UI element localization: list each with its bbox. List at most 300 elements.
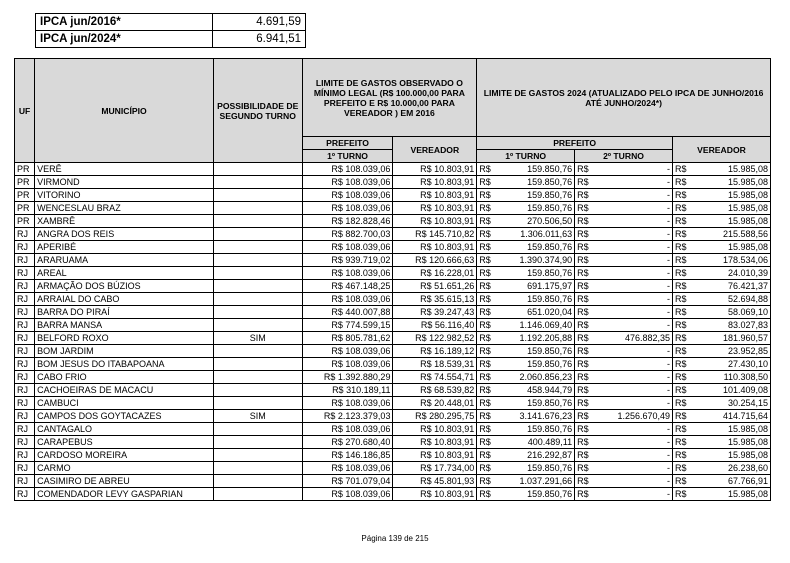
cell-segundo-turno bbox=[213, 397, 302, 410]
table-row bbox=[15, 293, 771, 306]
cell-municipio: VERÊ bbox=[35, 163, 214, 176]
cell-vereador-2016: R$ 10.803,91 bbox=[393, 202, 477, 215]
currency-symbol: R$ bbox=[675, 268, 687, 278]
value: 159.850,76 bbox=[527, 268, 573, 278]
cell-segundo-turno bbox=[213, 345, 302, 358]
cell-prefeito-turno2-2024 bbox=[575, 215, 673, 228]
ipca-row bbox=[36, 14, 306, 31]
cell-vereador-2016: R$ 56.116,40 bbox=[393, 319, 477, 332]
value: 15.985,08 bbox=[727, 437, 768, 447]
table-row bbox=[15, 384, 771, 397]
currency-symbol: R$ bbox=[577, 424, 589, 434]
value: 1.146.069,40 bbox=[519, 320, 573, 330]
cell-prefeito-2016: R$ 108.039,06 bbox=[302, 423, 393, 436]
cell-vereador-2016: R$ 10.803,91 bbox=[393, 241, 477, 254]
cell-uf: RJ bbox=[15, 293, 35, 306]
cell-prefeito-turno1-2024 bbox=[477, 176, 575, 189]
cell-municipio: CANTAGALO bbox=[35, 423, 214, 436]
value: - bbox=[667, 489, 670, 499]
cell-vereador-2016: R$ 68.539,82 bbox=[393, 384, 477, 397]
cell-vereador-2024 bbox=[673, 475, 771, 488]
cell-prefeito-2016: R$ 774.599,15 bbox=[302, 319, 393, 332]
value: 3.141.676,23 bbox=[519, 411, 573, 421]
cell-uf: RJ bbox=[15, 358, 35, 371]
value: 159.850,76 bbox=[527, 346, 573, 356]
value: - bbox=[667, 268, 670, 278]
currency-symbol: R$ bbox=[675, 333, 687, 343]
value: 76.421,37 bbox=[727, 281, 768, 291]
cell-prefeito-turno2-2024 bbox=[575, 397, 673, 410]
currency-symbol: R$ bbox=[577, 476, 589, 486]
value: 15.985,08 bbox=[727, 164, 768, 174]
cell-vereador-2016: R$ 35.615,13 bbox=[393, 293, 477, 306]
value: 30.254,15 bbox=[727, 398, 768, 408]
currency-symbol: R$ bbox=[577, 229, 589, 239]
currency-symbol: R$ bbox=[479, 268, 491, 278]
cell-segundo-turno bbox=[213, 280, 302, 293]
cell-prefeito-turno2-2024 bbox=[575, 423, 673, 436]
ipca-row bbox=[36, 31, 306, 48]
value: 52.694,88 bbox=[727, 294, 768, 304]
value: 1.192.205,88 bbox=[519, 333, 573, 343]
header-limite-2024: LIMITE DE GASTOS 2024 (ATUALIZADO PELO IPCA DE JUNHO/2016 ATÉ JUNHO/2024*) bbox=[477, 59, 771, 137]
cell-prefeito-turno2-2024 bbox=[575, 371, 673, 384]
value: - bbox=[667, 242, 670, 252]
cell-vereador-2024 bbox=[673, 228, 771, 241]
currency-symbol: R$ bbox=[675, 177, 687, 187]
header-vereador-2024: VEREADOR bbox=[673, 137, 771, 163]
currency-symbol: R$ bbox=[675, 437, 687, 447]
value: 270.506,50 bbox=[527, 216, 573, 226]
value: - bbox=[667, 359, 670, 369]
cell-uf: RJ bbox=[15, 254, 35, 267]
cell-prefeito-turno2-2024 bbox=[575, 280, 673, 293]
cell-prefeito-turno2-2024 bbox=[575, 241, 673, 254]
currency-symbol: R$ bbox=[675, 359, 687, 369]
header-uf: UF bbox=[15, 59, 35, 163]
spending-limits-table bbox=[14, 58, 771, 501]
cell-prefeito-2016: R$ 108.039,06 bbox=[302, 189, 393, 202]
cell-vereador-2024 bbox=[673, 488, 771, 501]
cell-prefeito-turno1-2024 bbox=[477, 332, 575, 345]
cell-uf: PR bbox=[15, 202, 35, 215]
value: 1.037.291,66 bbox=[519, 476, 573, 486]
value: 15.985,08 bbox=[727, 203, 768, 213]
table-row bbox=[15, 449, 771, 462]
cell-uf: RJ bbox=[15, 267, 35, 280]
value: 15.985,08 bbox=[727, 424, 768, 434]
cell-segundo-turno bbox=[213, 163, 302, 176]
currency-symbol: R$ bbox=[577, 489, 589, 499]
cell-prefeito-2016: R$ 701.079,04 bbox=[302, 475, 393, 488]
header-prefeito-2016: PREFEITO bbox=[302, 137, 393, 150]
cell-prefeito-turno2-2024 bbox=[575, 293, 673, 306]
cell-uf: RJ bbox=[15, 371, 35, 384]
value: - bbox=[667, 190, 670, 200]
header-limite-2016: LIMITE DE GASTOS OBSERVADO O MÍNIMO LEGAL (R$ 100.000,00 PARA PREFEITO E R$ 10.000,00 PARA VEREADOR ) EM 2016 bbox=[302, 59, 477, 137]
cell-segundo-turno bbox=[213, 241, 302, 254]
currency-symbol: R$ bbox=[577, 411, 589, 421]
cell-prefeito-2016: R$ 939.719,02 bbox=[302, 254, 393, 267]
cell-municipio: AREAL bbox=[35, 267, 214, 280]
value: - bbox=[667, 463, 670, 473]
cell-prefeito-2016: R$ 108.039,06 bbox=[302, 488, 393, 501]
currency-symbol: R$ bbox=[479, 463, 491, 473]
currency-symbol: R$ bbox=[479, 177, 491, 187]
currency-symbol: R$ bbox=[577, 268, 589, 278]
cell-segundo-turno bbox=[213, 462, 302, 475]
cell-vereador-2024 bbox=[673, 254, 771, 267]
cell-segundo-turno bbox=[213, 306, 302, 319]
currency-symbol: R$ bbox=[479, 359, 491, 369]
currency-symbol: R$ bbox=[479, 216, 491, 226]
cell-vereador-2024 bbox=[673, 241, 771, 254]
currency-symbol: R$ bbox=[479, 424, 491, 434]
header-turno1-2016: 1º TURNO bbox=[302, 150, 393, 163]
cell-segundo-turno bbox=[213, 267, 302, 280]
cell-municipio: CASIMIRO DE ABREU bbox=[35, 475, 214, 488]
value: 15.985,08 bbox=[727, 450, 768, 460]
cell-uf: RJ bbox=[15, 475, 35, 488]
value: - bbox=[667, 203, 670, 213]
cell-vereador-2016: R$ 16.228,01 bbox=[393, 267, 477, 280]
cell-vereador-2024 bbox=[673, 371, 771, 384]
cell-uf: RJ bbox=[15, 436, 35, 449]
value: 159.850,76 bbox=[527, 463, 573, 473]
value: 691.175,97 bbox=[527, 281, 573, 291]
cell-uf: RJ bbox=[15, 397, 35, 410]
value: 24.010,39 bbox=[727, 268, 768, 278]
value: - bbox=[667, 346, 670, 356]
currency-symbol: R$ bbox=[577, 346, 589, 356]
value: 1.390.374,90 bbox=[519, 255, 573, 265]
cell-prefeito-turno1-2024 bbox=[477, 267, 575, 280]
cell-prefeito-2016: R$ 882.700,03 bbox=[302, 228, 393, 241]
currency-symbol: R$ bbox=[577, 255, 589, 265]
cell-vereador-2024 bbox=[673, 423, 771, 436]
cell-municipio: BARRA DO PIRAÍ bbox=[35, 306, 214, 319]
cell-prefeito-turno1-2024 bbox=[477, 280, 575, 293]
currency-symbol: R$ bbox=[479, 346, 491, 356]
value: 15.985,08 bbox=[727, 489, 768, 499]
cell-vereador-2016: R$ 10.803,91 bbox=[393, 163, 477, 176]
cell-prefeito-turno1-2024 bbox=[477, 189, 575, 202]
currency-symbol: R$ bbox=[675, 411, 687, 421]
currency-symbol: R$ bbox=[479, 450, 491, 460]
cell-uf: RJ bbox=[15, 423, 35, 436]
cell-prefeito-turno2-2024 bbox=[575, 267, 673, 280]
cell-uf: RJ bbox=[15, 384, 35, 397]
currency-symbol: R$ bbox=[479, 281, 491, 291]
value: - bbox=[667, 164, 670, 174]
value: 83.027,83 bbox=[727, 320, 768, 330]
cell-prefeito-2016: R$ 108.039,06 bbox=[302, 462, 393, 475]
table-row bbox=[15, 423, 771, 436]
cell-segundo-turno bbox=[213, 202, 302, 215]
value: - bbox=[667, 255, 670, 265]
cell-vereador-2024 bbox=[673, 215, 771, 228]
cell-uf: RJ bbox=[15, 345, 35, 358]
currency-symbol: R$ bbox=[577, 203, 589, 213]
cell-prefeito-2016: R$ 108.039,06 bbox=[302, 202, 393, 215]
cell-municipio: WENCESLAU BRAZ bbox=[35, 202, 214, 215]
cell-prefeito-2016: R$ 310.189,11 bbox=[302, 384, 393, 397]
cell-vereador-2024 bbox=[673, 267, 771, 280]
cell-prefeito-2016: R$ 182.828,46 bbox=[302, 215, 393, 228]
cell-vereador-2024 bbox=[673, 280, 771, 293]
header-turno1-2024: 1º TURNO bbox=[477, 150, 575, 163]
cell-segundo-turno: SIM bbox=[213, 410, 302, 423]
cell-municipio: CAMPOS DOS GOYTACAZES bbox=[35, 410, 214, 423]
cell-vereador-2024 bbox=[673, 384, 771, 397]
cell-prefeito-turno1-2024 bbox=[477, 488, 575, 501]
cell-prefeito-turno2-2024 bbox=[575, 384, 673, 397]
table-row bbox=[15, 332, 771, 345]
cell-prefeito-turno2-2024 bbox=[575, 202, 673, 215]
cell-prefeito-2016: R$ 146.186,85 bbox=[302, 449, 393, 462]
cell-prefeito-turno1-2024 bbox=[477, 475, 575, 488]
value: - bbox=[667, 476, 670, 486]
cell-vereador-2024 bbox=[673, 189, 771, 202]
currency-symbol: R$ bbox=[675, 281, 687, 291]
value: 1.256.670,49 bbox=[617, 411, 670, 421]
currency-symbol: R$ bbox=[479, 437, 491, 447]
cell-municipio: CARDOSO MOREIRA bbox=[35, 449, 214, 462]
value: 159.850,76 bbox=[527, 359, 573, 369]
currency-symbol: R$ bbox=[577, 190, 589, 200]
cell-prefeito-turno1-2024 bbox=[477, 358, 575, 371]
cell-municipio: CABO FRIO bbox=[35, 371, 214, 384]
cell-prefeito-turno2-2024 bbox=[575, 449, 673, 462]
value: 159.850,76 bbox=[527, 203, 573, 213]
table-row bbox=[15, 202, 771, 215]
cell-vereador-2016: R$ 10.803,91 bbox=[393, 436, 477, 449]
cell-uf: RJ bbox=[15, 332, 35, 345]
value: 159.850,76 bbox=[527, 164, 573, 174]
cell-vereador-2024 bbox=[673, 202, 771, 215]
value: - bbox=[667, 320, 670, 330]
cell-municipio: ARRAIAL DO CABO bbox=[35, 293, 214, 306]
cell-municipio: ARMAÇÃO DOS BÚZIOS bbox=[35, 280, 214, 293]
cell-vereador-2016: R$ 17.734,00 bbox=[393, 462, 477, 475]
cell-uf: RJ bbox=[15, 449, 35, 462]
value: 15.985,08 bbox=[727, 190, 768, 200]
cell-uf: RJ bbox=[15, 410, 35, 423]
currency-symbol: R$ bbox=[577, 463, 589, 473]
cell-prefeito-turno1-2024 bbox=[477, 410, 575, 423]
ipca-label: IPCA jun/2016* bbox=[36, 14, 213, 31]
value: 159.850,76 bbox=[527, 489, 573, 499]
cell-prefeito-turno2-2024 bbox=[575, 176, 673, 189]
currency-symbol: R$ bbox=[479, 164, 491, 174]
page-footer: Página 139 de 215 bbox=[361, 534, 429, 543]
currency-symbol: R$ bbox=[675, 294, 687, 304]
cell-vereador-2016: R$ 10.803,91 bbox=[393, 189, 477, 202]
cell-uf: RJ bbox=[15, 228, 35, 241]
currency-symbol: R$ bbox=[675, 190, 687, 200]
cell-segundo-turno bbox=[213, 189, 302, 202]
cell-prefeito-2016: R$ 270.680,40 bbox=[302, 436, 393, 449]
cell-municipio: VITORINO bbox=[35, 189, 214, 202]
ipca-label: IPCA jun/2024* bbox=[36, 31, 213, 48]
table-row bbox=[15, 475, 771, 488]
currency-symbol: R$ bbox=[577, 164, 589, 174]
currency-symbol: R$ bbox=[675, 203, 687, 213]
cell-prefeito-turno2-2024 bbox=[575, 306, 673, 319]
currency-symbol: R$ bbox=[675, 164, 687, 174]
value: 159.850,76 bbox=[527, 294, 573, 304]
cell-vereador-2016: R$ 51.651,26 bbox=[393, 280, 477, 293]
value: 101.409,08 bbox=[722, 385, 768, 395]
cell-prefeito-turno1-2024 bbox=[477, 449, 575, 462]
cell-prefeito-turno2-2024 bbox=[575, 462, 673, 475]
cell-vereador-2016: R$ 10.803,91 bbox=[393, 215, 477, 228]
value: 58.069,10 bbox=[727, 307, 768, 317]
value: 414.715,64 bbox=[722, 411, 768, 421]
cell-prefeito-2016: R$ 108.039,06 bbox=[302, 293, 393, 306]
cell-vereador-2016: R$ 122.982,52 bbox=[393, 332, 477, 345]
table-row bbox=[15, 176, 771, 189]
currency-symbol: R$ bbox=[675, 320, 687, 330]
currency-symbol: R$ bbox=[479, 372, 491, 382]
currency-symbol: R$ bbox=[479, 385, 491, 395]
cell-vereador-2016: R$ 18.539,31 bbox=[393, 358, 477, 371]
cell-prefeito-turno1-2024 bbox=[477, 436, 575, 449]
cell-vereador-2024 bbox=[673, 163, 771, 176]
currency-symbol: R$ bbox=[479, 476, 491, 486]
cell-segundo-turno bbox=[213, 228, 302, 241]
cell-prefeito-2016: R$ 108.039,06 bbox=[302, 241, 393, 254]
value: 476.882,35 bbox=[624, 333, 670, 343]
cell-segundo-turno bbox=[213, 488, 302, 501]
currency-symbol: R$ bbox=[577, 242, 589, 252]
header-vereador-2016: VEREADOR bbox=[393, 137, 477, 163]
value: 400.489,11 bbox=[527, 437, 573, 447]
value: - bbox=[667, 307, 670, 317]
cell-uf: PR bbox=[15, 163, 35, 176]
value: - bbox=[667, 398, 670, 408]
cell-municipio: COMENDADOR LEVY GASPARIAN bbox=[35, 488, 214, 501]
value: 159.850,76 bbox=[527, 242, 573, 252]
table-row bbox=[15, 228, 771, 241]
currency-symbol: R$ bbox=[675, 450, 687, 460]
currency-symbol: R$ bbox=[577, 437, 589, 447]
value: 15.985,08 bbox=[727, 242, 768, 252]
cell-prefeito-turno1-2024 bbox=[477, 345, 575, 358]
cell-municipio: ARARUAMA bbox=[35, 254, 214, 267]
currency-symbol: R$ bbox=[675, 255, 687, 265]
cell-segundo-turno bbox=[213, 358, 302, 371]
cell-vereador-2024 bbox=[673, 397, 771, 410]
cell-segundo-turno bbox=[213, 475, 302, 488]
cell-segundo-turno bbox=[213, 293, 302, 306]
value: 215.588,56 bbox=[722, 229, 768, 239]
cell-prefeito-turno2-2024 bbox=[575, 189, 673, 202]
cell-uf: PR bbox=[15, 176, 35, 189]
currency-symbol: R$ bbox=[675, 424, 687, 434]
cell-uf: RJ bbox=[15, 319, 35, 332]
currency-symbol: R$ bbox=[675, 463, 687, 473]
cell-prefeito-turno1-2024 bbox=[477, 241, 575, 254]
value: 181.960,57 bbox=[722, 333, 768, 343]
cell-segundo-turno bbox=[213, 215, 302, 228]
value: - bbox=[667, 294, 670, 304]
currency-symbol: R$ bbox=[577, 359, 589, 369]
cell-vereador-2024 bbox=[673, 306, 771, 319]
currency-symbol: R$ bbox=[675, 346, 687, 356]
cell-vereador-2024 bbox=[673, 436, 771, 449]
currency-symbol: R$ bbox=[479, 255, 491, 265]
value: 15.985,08 bbox=[727, 177, 768, 187]
cell-vereador-2024 bbox=[673, 332, 771, 345]
cell-prefeito-turno2-2024 bbox=[575, 436, 673, 449]
table-row bbox=[15, 345, 771, 358]
cell-prefeito-2016: R$ 108.039,06 bbox=[302, 397, 393, 410]
cell-prefeito-turno2-2024 bbox=[575, 475, 673, 488]
cell-municipio: BARRA MANSA bbox=[35, 319, 214, 332]
cell-prefeito-2016: R$ 2.123.379,03 bbox=[302, 410, 393, 423]
header-municipio: MUNICÍPIO bbox=[35, 59, 214, 163]
currency-symbol: R$ bbox=[577, 216, 589, 226]
cell-prefeito-turno1-2024 bbox=[477, 228, 575, 241]
currency-symbol: R$ bbox=[577, 372, 589, 382]
currency-symbol: R$ bbox=[675, 307, 687, 317]
cell-uf: RJ bbox=[15, 241, 35, 254]
cell-municipio: APERIBÉ bbox=[35, 241, 214, 254]
cell-vereador-2024 bbox=[673, 410, 771, 423]
table-row bbox=[15, 189, 771, 202]
currency-symbol: R$ bbox=[675, 489, 687, 499]
cell-uf: RJ bbox=[15, 280, 35, 293]
value: - bbox=[667, 372, 670, 382]
value: 159.850,76 bbox=[527, 398, 573, 408]
value: - bbox=[667, 424, 670, 434]
cell-prefeito-turno2-2024 bbox=[575, 163, 673, 176]
cell-vereador-2024 bbox=[673, 319, 771, 332]
currency-symbol: R$ bbox=[577, 385, 589, 395]
currency-symbol: R$ bbox=[577, 281, 589, 291]
table-row bbox=[15, 280, 771, 293]
cell-prefeito-turno1-2024 bbox=[477, 293, 575, 306]
table-row bbox=[15, 267, 771, 280]
cell-prefeito-turno1-2024 bbox=[477, 306, 575, 319]
ipca-table bbox=[35, 13, 306, 48]
table-row bbox=[15, 306, 771, 319]
value: 110.308,50 bbox=[723, 372, 768, 382]
cell-vereador-2016: R$ 45.801,93 bbox=[393, 475, 477, 488]
cell-prefeito-turno1-2024 bbox=[477, 202, 575, 215]
cell-municipio: XAMBRÊ bbox=[35, 215, 214, 228]
cell-segundo-turno bbox=[213, 254, 302, 267]
currency-symbol: R$ bbox=[675, 385, 687, 395]
currency-symbol: R$ bbox=[479, 411, 491, 421]
cell-prefeito-turno1-2024 bbox=[477, 319, 575, 332]
cell-vereador-2016: R$ 10.803,91 bbox=[393, 176, 477, 189]
ipca-value: 6.941,51 bbox=[213, 31, 306, 48]
table-row bbox=[15, 163, 771, 176]
table-row bbox=[15, 358, 771, 371]
cell-prefeito-turno2-2024 bbox=[575, 345, 673, 358]
currency-symbol: R$ bbox=[675, 372, 687, 382]
cell-prefeito-turno1-2024 bbox=[477, 423, 575, 436]
cell-prefeito-2016: R$ 108.039,06 bbox=[302, 345, 393, 358]
cell-prefeito-2016: R$ 108.039,06 bbox=[302, 163, 393, 176]
cell-municipio: ANGRA DOS REIS bbox=[35, 228, 214, 241]
cell-segundo-turno bbox=[213, 384, 302, 397]
table-row bbox=[15, 241, 771, 254]
cell-prefeito-turno2-2024 bbox=[575, 228, 673, 241]
currency-symbol: R$ bbox=[479, 229, 491, 239]
